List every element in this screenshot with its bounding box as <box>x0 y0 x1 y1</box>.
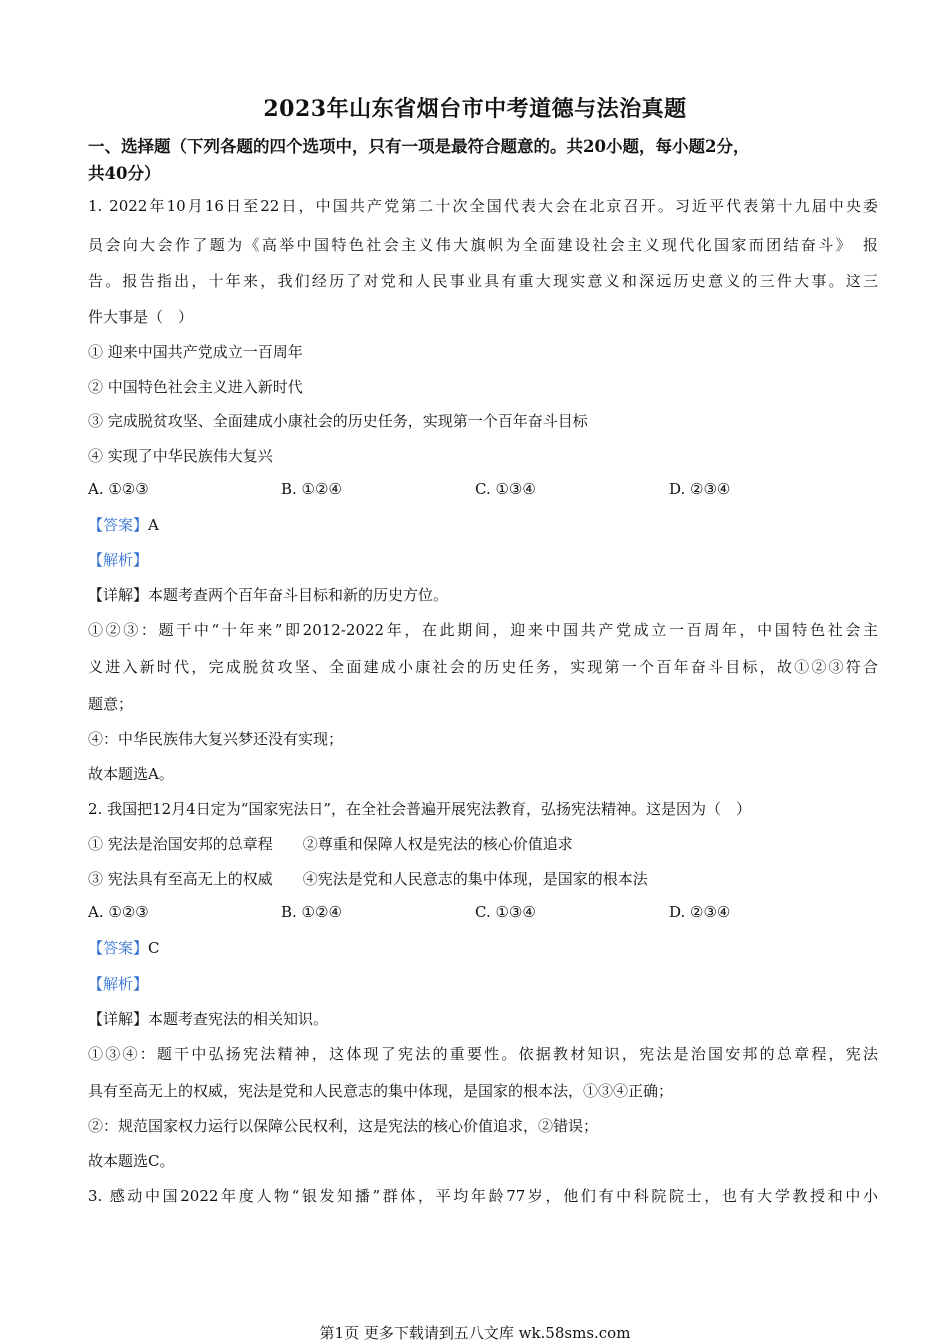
q1-stem-line-1: 1. 2022年10月16日至22日，中国共产党第二十次全国代表大会在北京召开。习近平代表第十九届中央委 <box>88 197 878 215</box>
q2-item-line-1: ① 宪法是治国安邦的总章程 ②尊重和保障人权是宪法的核心价值追求 <box>88 835 573 853</box>
q1-explain-line-4: ④：中华民族伟大复兴梦还没有实现； <box>88 730 344 748</box>
q1-stem-line-3: 告。报告指出，十年来，我们经历了对党和人民事业具有重大现实意义和深远历史意义的三件大事。这三 <box>88 272 878 290</box>
q1-option-c: C. ①③④ <box>475 480 536 498</box>
q1-options <box>88 480 878 500</box>
section-heading-line-1: 一、选择题（下列各题的四个选项中，只有一项是最符合题意的。共20小题，每小题2分， <box>88 137 750 156</box>
section-heading-line-2: 共40分） <box>88 164 161 183</box>
q1-option-a: A. ①②③ <box>88 480 149 498</box>
q1-answer-tag: 【答案】 <box>88 516 149 534</box>
q1-answer-value: A <box>148 516 159 534</box>
q1-option-d: D. ②③④ <box>669 480 731 498</box>
q2-option-d: D. ②③④ <box>669 903 731 921</box>
q1-explain-line-5: 故本题选A。 <box>88 765 174 783</box>
q2-option-b: B. ①②④ <box>281 903 342 921</box>
q1-stem-line-4: 件大事是（ ） <box>88 308 194 326</box>
q1-stem-line-2: 员会向大会作了题为《高举中国特色社会主义伟大旗帜为全面建设社会主义现代化国家而团结奋斗》 报 <box>88 236 878 254</box>
q2-detail-tag: 【详解】 <box>88 1010 149 1028</box>
q2-analysis <box>88 974 878 994</box>
page-footer: 第1页 更多下载请到五八文库 wk.58sms.com <box>319 1324 631 1342</box>
q3-stem-line-1: 3. 感动中国2022年度人物“银发知播”群体，平均年龄77岁，他们有中科院院士，也有大学教授和中小 <box>88 1187 878 1205</box>
q1-explain-line-2: 义进入新时代，完成脱贫攻坚、全面建成小康社会的历史任务，实现第一个百年奋斗目标，故①②③符合 <box>88 658 878 676</box>
q2-stem: 2. 我国把12月4日定为“国家宪法日”，在全社会普遍开展宪法教育，弘扬宪法精神。这是因为（ ） <box>88 800 752 818</box>
q2-options <box>88 903 878 923</box>
q2-detail <box>88 1009 878 1029</box>
q1-answer <box>88 515 878 535</box>
q1-analysis <box>88 550 878 570</box>
q2-explain-line-2: 具有至高无上的权威，宪法是党和人民意志的集中体现，是国家的根本法，①③④正确； <box>88 1082 674 1100</box>
q1-detail-text: 本题考查两个百年奋斗目标和新的历史方位。 <box>148 586 449 604</box>
q2-explain-line-3: ②：规范国家权力运行以保障公民权利，这是宪法的核心价值追求，②错误； <box>88 1117 599 1135</box>
q2-answer-value: C <box>148 939 160 957</box>
q1-analysis-tag: 【解析】 <box>88 551 149 569</box>
q1-item-2: ② 中国特色社会主义进入新时代 <box>88 378 303 396</box>
q2-analysis-tag: 【解析】 <box>88 975 149 993</box>
q1-item-1: ① 迎来中国共产党成立一百周年 <box>88 343 303 361</box>
q2-answer <box>88 938 878 958</box>
q1-detail-tag: 【详解】 <box>88 586 149 604</box>
q2-option-a: A. ①②③ <box>88 903 149 921</box>
q1-detail <box>88 585 878 605</box>
q2-explain-line-4: 故本题选C。 <box>88 1152 175 1170</box>
q2-item-line-2: ③ 宪法具有至高无上的权威 ④宪法是党和人民意志的集中体现，是国家的根本法 <box>88 870 648 888</box>
page-title: 2023年山东省烟台市中考道德与法治真题 <box>263 96 687 122</box>
q1-option-b: B. ①②④ <box>281 480 342 498</box>
q2-option-c: C. ①③④ <box>475 903 536 921</box>
q2-answer-tag: 【答案】 <box>88 939 149 957</box>
q1-explain-line-1: ①②③：题干中“十年来”即2012-2022年，在此期间，迎来中国共产党成立一百周年，中国特色社会主 <box>88 621 878 639</box>
q1-explain-line-3: 题意； <box>88 695 134 713</box>
q2-explain-line-1: ①③④：题干中弘扬宪法精神，这体现了宪法的重要性。依据教材知识，宪法是治国安邦的总章程，宪法 <box>88 1045 878 1063</box>
q1-item-4: ④ 实现了中华民族伟大复兴 <box>88 447 273 465</box>
q2-detail-text: 本题考查宪法的相关知识。 <box>148 1010 329 1028</box>
q1-item-3: ③ 完成脱贫攻坚、全面建成小康社会的历史任务，实现第一个百年奋斗目标 <box>88 412 588 430</box>
